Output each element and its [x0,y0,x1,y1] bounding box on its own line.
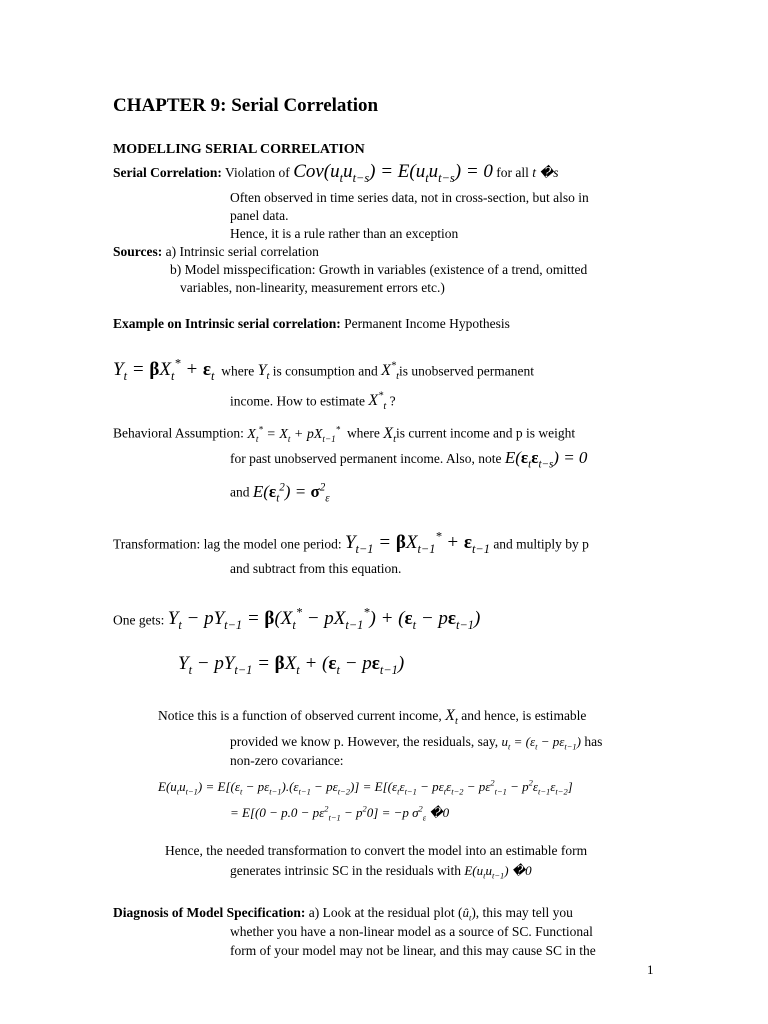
eq1-question: ? [389,393,396,409]
equation-1-line [113,355,534,387]
diagnosis-text1b: ), this may tell you [471,905,573,920]
behavioral-line3 [230,478,330,507]
serial-text: Violation of [225,165,290,180]
covariance-expansion-2: = $E[(0 - p.0 - p\varepsilon^2_{t-1} - p^20] = -p$ $\sigma^2_\varepsilon$ �0 [230,804,450,823]
example-label: Example on Intrinsic serial correlation: [113,316,341,331]
one-gets-label: One gets: [113,612,165,628]
notice-text1b: and hence, is estimable [461,708,587,723]
serial-correlation-definition [113,163,559,187]
t-symbol: t �s [532,165,559,180]
residual-formula: $u_t = (\varepsilon_t - p\varepsilon_{t-1})$ [501,734,581,752]
behavioral-formula: $X_t^* = X_t + pX_{t-1}^*$ [247,424,341,444]
page-number: 1 [647,962,654,977]
chapter-title: CHAPTER 9: Serial Correlation [113,95,379,116]
diagnosis-label: Diagnosis of Model Specification: [113,905,306,920]
notice-text2b: has [584,734,603,749]
expect-epsilon-formula: $E(\varepsilon_t\varepsilon_{t-s}) = 0$ [504,448,588,471]
residual-hat-symbol: $û_t$ [462,905,472,923]
behavioral-label: Behavioral Assumption: [113,425,244,441]
one-gets-line [113,604,480,634]
eq1-unobserved: is unobserved permanent [399,363,534,379]
section-title: MODELLING SERIAL CORRELATION [113,142,365,157]
for-all-text: for all [496,165,529,180]
transformation-line2: and subtract from this equation. [230,561,402,576]
sources-line-a [113,243,319,261]
behavioral-line2-text: for past unobserved permanent income. Also, note [230,451,502,466]
differenced-equation-2-line [178,655,404,679]
eq1-where: where [221,363,255,379]
covariance-line1 [158,774,573,801]
notice-text2: provided we know p. However, the residuals, say, [230,734,499,749]
diagnosis-line3: form of your model may not be linear, and this may cause SC in the [230,943,596,958]
differenced-equation-2: $Y_t - pY_{t-1} = \beta X_t + (\varepsilon_t - p\varepsilon_{t-1})$ [178,653,405,677]
diagnosis-line2: whether you have a non-linear model as a source of SC. Functional [230,924,593,939]
hence-line2 [230,862,532,885]
eq1-consumption: is consumption and [272,363,378,379]
transformation-line [113,528,589,558]
notice-line1 [158,707,586,731]
behavioral-where: where [346,425,380,441]
sources-b2: variables, non-linearity, measurement errors etc.) [180,280,445,295]
cov-formula: $Cov(u_tu_{t-s}) = E(u_tu_{t-s}) = 0$ [293,161,493,185]
transformation-label: Transformation: lag the model one period: [113,536,342,552]
eq1-income-text: income. How to estimate [230,393,365,409]
example-text: Permanent Income Hypothesis [344,316,510,331]
behavioral-text: is current income and p is weight [395,425,576,441]
x-star-estimate: $X^*_t$ [368,391,387,413]
covariance-line2 [230,800,449,827]
equation-1: $Y_t = \beta X_t^* + \varepsilon_t$ [113,357,215,384]
serial-line4: Hence, it is a rule rather than an exception [230,226,459,241]
hence-line1: Hence, the needed transformation to convert the model into an estimable form [165,843,588,858]
serial-line3: panel data. [230,208,289,223]
x-t-symbol: $X_t$ [383,424,396,445]
sources-a: a) Intrinsic serial correlation [165,244,319,259]
example-line [113,315,510,333]
y-symbol: $Y_t$ [257,362,270,383]
lagged-equation: $Y_{t-1} = \beta X_{t-1}^* + \varepsilon_{t-1}$ [344,530,490,557]
covariance-expansion-1: $E(u_tu_{t-1}) = E[(\varepsilon_t - p\varepsilon_{t-1}).(\varepsilon_{t-1} - p\varepsilon_{t-2})] = E[(\varepsilon_t\varepsilon_{t-1} - p\varepsilon_t\varepsilon_{t-2} - p\varepsilon^2_{t-1} - p^2\varepsilon_{t-1}\varepsilon_{t-2}]$ [158,778,573,797]
differenced-equation-1: $Y_t - pY_{t-1} = \beta(X_t^* - pX_{t-1}^*) + (\varepsilon_t - p\varepsilon_{t-1})$ [167,606,481,633]
hence-text2: generates intrinsic SC in the residuals with [230,863,461,878]
x-t-observed: $X_t$ [445,707,458,728]
notice-text1: Notice this is a function of observed current income, [158,708,442,723]
behavioral-line2 [230,449,587,473]
serial-line2: Often observed in time series data, not in cross-section, but also in [230,190,589,205]
transformation-mult: and multiply by p [493,536,589,552]
hence-formula: $E(u_tu_{t-1})$ �0 [464,863,532,881]
sources-label: Sources: [113,244,163,259]
eq1-line2 [230,388,396,417]
behavioral-line [113,420,575,449]
diagnosis-text1: a) Look at the residual plot ( [308,905,463,920]
behavioral-and: and [230,484,250,500]
notice-line3: non-zero covariance: [230,753,344,768]
sources-b1: b) Model misspecification: Growth in variables (existence of a trend, omitted [170,262,588,277]
x-star-symbol: $X^*_t$ [381,361,399,383]
serial-label: Serial Correlation: [113,165,222,180]
variance-formula: $E(\varepsilon_t^2) = \sigma^2_\varepsilon$ [252,481,330,505]
